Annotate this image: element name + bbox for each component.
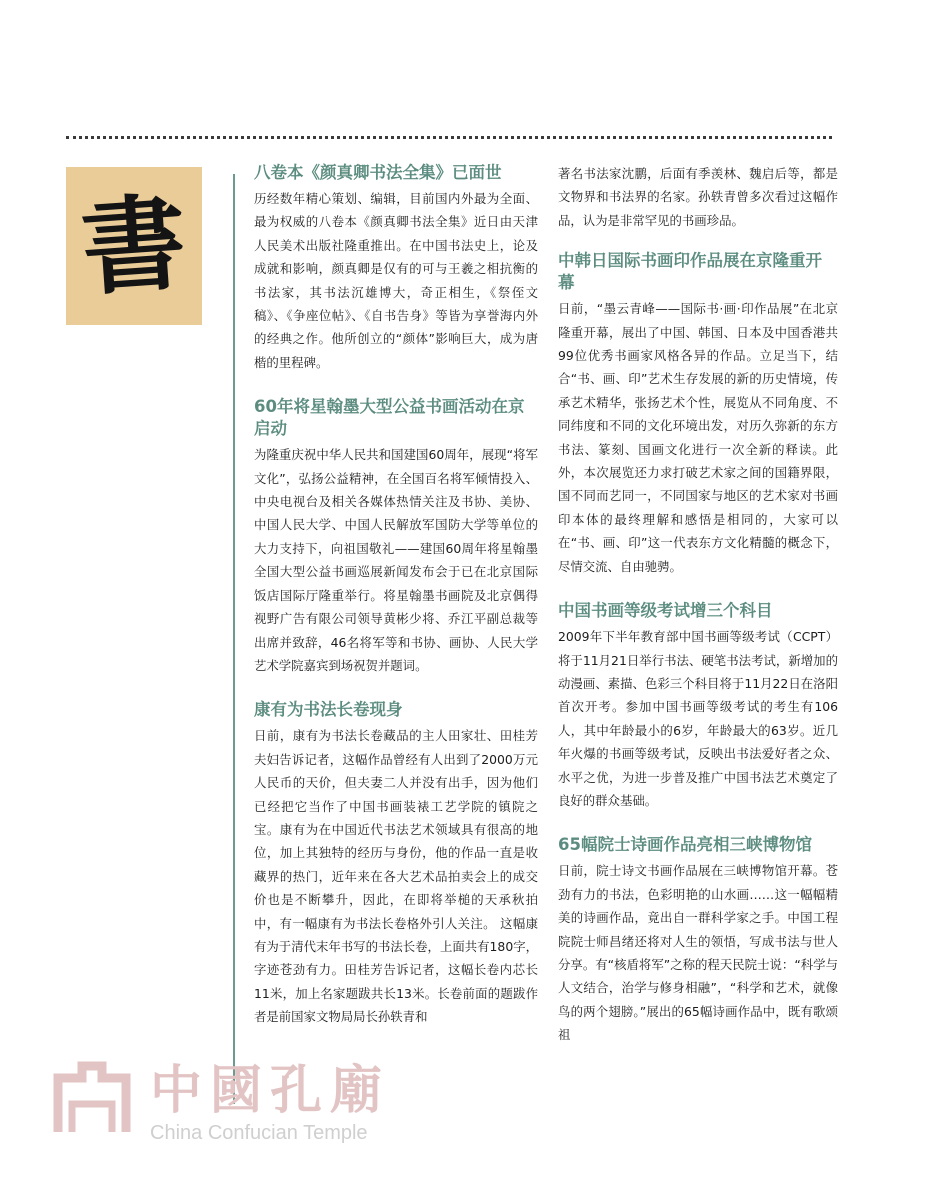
article-kang-youwei-continued [558,162,838,232]
article-body: 日前，院士诗文书画作品展在三峡博物馆开幕。苍劲有力的书法，色彩明艳的山水画……这一幅幅精美的诗画作品，竟出自一群科学家之手。中国工程院院士师昌绪还将对人生的领悟，写成书法与世人分享。有“核盾将军”之称的程天民院士说：“科学与人文结合，治学与修身相融”，“科学和艺术，就像鸟的两个翅膀。”展出的65幅诗画作品中，既有歌颂祖 [558,863,838,1043]
article-body: 著名书法家沈鹏，后面有季羡林、魏启后等，都是文物界和书法界的名家。孙轶青曾多次看过这幅作品，认为是非常罕见的书画珍品。 [558,166,838,228]
article-body: 历经数年精心策划、编辑，目前国内外最为全面、最为权威的八卷本《颜真卿书法全集》近日由天津人民美术出版社隆重推出。在中国书法史上，论及成就和影响，颜真卿是仅有的可与王羲之相抗衡的书法家，其书法沉雄博大，奇正相生，《祭侄文稿》、《争座位帖》、《自书告身》等皆为享誉海内外的经典之作。他所创立的“颜体”影响巨大，成为唐楷的里程碑。 [254,191,538,370]
article-headline: 康有为书法长卷现身 [254,700,403,720]
article-grade-exam [558,600,838,812]
watermark-english: China Confucian Temple [150,1122,368,1144]
article-international-exhibition [558,250,838,578]
top-dotted-rule [66,136,832,139]
temple-logo-icon [52,1060,132,1140]
watermark [52,1052,412,1152]
article-body: 日前，“墨云青峰——国际书·画·印作品展”在北京隆重开幕，展出了中国、韩国、日本及中国香港共99位优秀书画家风格各异的作品。立足当下，结合“书、画、印”艺术生存发展的新的历史情境，传承艺术精华，张扬艺术个性，展览从不同角度、不同纬度和不同的文化环境出发，对历久弥新的东方书法、篆刻、国画文化进行一次全新的释读。此外，本次展览还力求打破艺术家之间的国籍界限，国不同而艺同一，不同国家与地区的艺术家对书画印本体的最终理解和感悟是相同的，大家可以在“书、画、印”这一代表东方文化精髓的概念下，尽情交流、自由驰骋。 [558,301,838,574]
shu-character: 書 [77,180,191,311]
article-headline: 中国书画等级考试增三个科目 [558,601,773,621]
article-headline: 65幅院士诗画作品亮相三峡博物馆 [558,835,812,855]
article-body: 为隆重庆祝中华人民共和国建国60周年，展现“将军文化”，弘扬公益精神，在全国百名将军倾情投入、中央电视台及相关各媒体热情关注及书协、美协、中国人民大学、中国人民解放军国防大学等单位的大力支持下，向祖国敬礼——建国60周年将星翰墨全国大型公益书画巡展新闻发布会于已在北京国际饭店国际厅隆重举行。将星翰墨书画院及北京偶得视野广告有限公司领导黄彬少将、乔江平副总裁等出席并致辞，46名将军等和书协、画协、人民大学艺术学院嘉宾到场祝贺并题词。 [254,447,538,673]
article-body: 日前，康有为书法长卷藏品的主人田家壮、田桂芳夫妇告诉记者，这幅作品曾经有人出到了2000万元人民币的天价，但夫妻二人并没有出手，因为他们已经把它当作了中国书画装裱工艺学院的镇院之宝。康有为在中国近代书法艺术领域具有很高的地位，加上其独特的经历与身份，他的作品一直是收藏界的热门，近年来在各大艺术品拍卖会上的成交价也是不断攀升，因此，在即将举槌的天承秋拍中，有一幅康有为书法长卷格外引人关注。 这幅康有为于清代末年书写的书法长卷，上面共有180字，字迹苍劲有力。田桂芳告诉记者，这幅长卷内芯长11米，加上名家题跋共长13米。长卷前面的题跋作者是前国家文物局局长孙轶青和 [254,728,538,1025]
column-divider [233,174,235,1104]
article-headline: 八卷本《颜真卿书法全集》已面世 [254,163,502,182]
article-yan-zhenqing [254,162,538,374]
article-body: 2009年下半年教育部中国书画等级考试（CCPT）将于11月21日举行书法、硬笔书法考试，新增加的动漫画、素描、色彩三个科目将于11月22日在洛阳首次开考。参加中国书画等级考试的考生有106人，其中年龄最小的6岁，年龄最大的63岁。近几年火爆的书画等级考试，反映出书法爱好者之众、水平之优，为进一步普及推广中国书法艺术奠定了良好的群众基础。 [558,629,838,808]
left-column [254,162,538,1051]
watermark-chinese: 中國孔廟 [150,1060,391,1121]
calligraphy-logo [66,167,202,325]
article-60-years [254,396,538,677]
article-headline: 60年将星翰墨大型公益书画活动在京启动 [254,397,525,439]
article-kang-youwei [254,699,538,1028]
right-column [558,162,838,1069]
article-headline: 中韩日国际书画印作品展在京隆重开幕 [558,251,822,293]
article-academician-poetry [558,834,838,1046]
